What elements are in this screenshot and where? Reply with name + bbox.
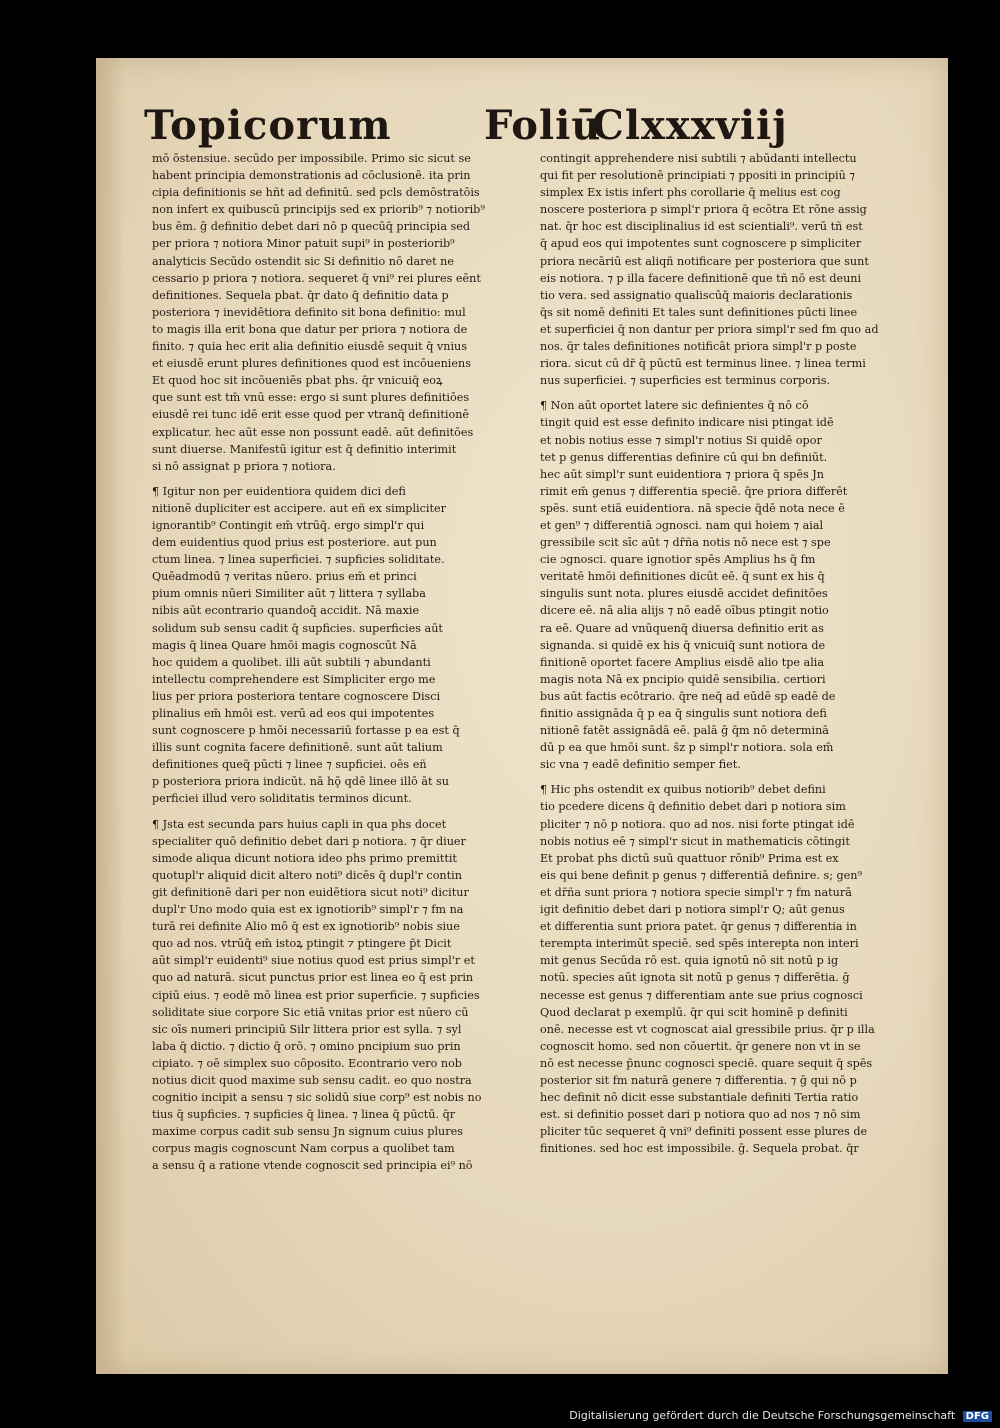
text-line: Quēadmodū ⁊ veritas nūero. prius em̄ et princi (152, 570, 417, 584)
text-line: eis notiora. ⁊ p illa facere definitionē que tñ nō est deuni (540, 271, 862, 285)
text-line: hec definit nō dicit esse substantiale definiti Tertia ratio (540, 1091, 859, 1105)
text-line: riora. sicut cū dr̄ q̄ pūctū est terminus linee. ⁊ linea termi (540, 357, 866, 371)
text-line: per priora ⁊ notiora Minor patuit supi⁹ in posteriorib⁹ (152, 237, 455, 251)
text-line: ¶ Hic phs ostendit ex quibus notiorib⁹ debet defini (540, 783, 826, 797)
text-line: pliciter tūc sequeret q̄ vni⁹ definiti possent esse plures de (540, 1125, 868, 1139)
text-line: et eiusdē erunt plures definitiones quod est incōueniens (152, 357, 471, 371)
text-line: necesse est genus ⁊ differentiam ante sue prius cognosci (540, 988, 863, 1002)
text-line: nus superficiei. ⁊ superficies est terminus corporis. (540, 374, 831, 388)
text-line: tet p genus differentias definire cū qui bn definiūt. (540, 450, 828, 464)
text-line: p posteriora priora indicūt. nā hǭ qdē linee illō āt su (152, 775, 449, 789)
text-line: to magis illa erit bona que datur per priora ⁊ notiora de (152, 322, 468, 336)
text-line: corpus magis cognoscunt Nam corpus a quolibet tam (152, 1142, 455, 1156)
text-line: finito. ⁊ quia hec erit alia definitio eiusdē sequit q̄ vnius (152, 340, 467, 354)
text-line: notū. species aūt ignota sit notū p genus ⁊ differētia. ḡ (540, 971, 850, 985)
text-line: ¶ Igitur non per euidentiora quidem dici defi (152, 484, 406, 498)
text-line: solidum sub sensu cadit q̄ supficies. superficies aūt (152, 621, 443, 635)
text-line: magis q̄ linea Quare hmōi magis cognoscūt Nā (152, 638, 417, 652)
text-line: posterior sit fm naturā genere ⁊ differentia. ⁊ ḡ qui nō p (540, 1073, 857, 1087)
text-line: q̄s sit nomē definiti Et tales sunt definitiones pūcti linee (540, 305, 858, 319)
text-line: dū p ea que hmōi sunt. s̄z p simpl'r notiora. sola em̄ (540, 741, 834, 755)
text-line: et dr̄ña sunt priora ⁊ notiora specie simpl'r ⁊ fm naturā (540, 885, 852, 899)
text-line: ¶ Non aūt oportet latere sic definientes q̄ nō cō (540, 399, 809, 413)
running-head-folio-label: Foliū (484, 102, 602, 149)
text-line: posteriora ⁊ inevidētiora definito sit bona definitio: mul (152, 305, 466, 319)
text-line: tius q̄ supficies. ⁊ supficies q̄ linea. ⁊ linea q̄ pūctū. q̄r (152, 1108, 456, 1122)
text-line: cognitio incipit a sensu ⁊ sic solidū siue corp⁹ est nobis no (152, 1091, 482, 1105)
text-line: sunt diuerse. Manifestū igitur est q̄ definitio interimit (152, 442, 457, 456)
text-line: et differentia sunt priora patet. q̄r genus ⁊ differentia in (540, 920, 857, 934)
text-line: et gen⁹ ⁊ differentiā ɔgnosci. nam qui hoiem ⁊ aial (540, 518, 824, 532)
text-line: hoc quidem a quolibet. illi aūt subtili ⁊ abundanti (152, 655, 431, 669)
text-line: mit genus Secūda rō est. quia ignotū nō sit notū p ig (540, 954, 839, 968)
paragraph-gap (152, 808, 522, 816)
text-line: cipia definitionis se hñt ad definitū. sed pcls demōstratōis (152, 186, 480, 200)
text-line: gressibile scit sīc aūt ⁊ dr̄ña notis nō nece est ⁊ spe (540, 536, 831, 550)
text-line: cessario p priora ⁊ notiora. sequeret q̄ vni⁹ rei plures eēnt (152, 271, 481, 285)
text-line: aūt simpl'r euidenti⁹ siue notius quod est prius simpl'r et (152, 954, 475, 968)
text-line: contingit apprehendere nisi subtili ⁊ abūdanti intellectu (540, 152, 857, 165)
running-head-folio-number: Clxxxviij (592, 102, 788, 149)
book-page (96, 58, 948, 1374)
text-line: finitiones. sed hoc est impossibile. ḡ. Sequela probat. q̄r (540, 1142, 859, 1156)
text-line: quotupl'r aliquid dicit altero noti⁹ dicēs q̄ dupl'r contin (152, 868, 462, 882)
text-line: et nobis notius esse ⁊ simpl'r notius Si quidē opor (540, 433, 822, 447)
text-line: analyticis Secūdo ostendit sic Si definitio nō daret ne (152, 254, 454, 268)
digitization-credit-text: Digitalisierung gefördert durch die Deutsche Forschungsgemeinschaft (569, 1409, 956, 1422)
text-line: si nō assignat p priora ⁊ notiora. (152, 459, 336, 473)
text-line: quo ad naturā. sicut punctus prior est linea eo q̄ est prin (152, 971, 474, 985)
text-line: nitionē dupliciter est accipere. aut eñ ex simpliciter (152, 501, 446, 515)
text-line: ra eē. Quare ad vnūquenq̄ diuersa definitio erit as (540, 621, 824, 635)
text-line: terempta interimūt speciē. sed spēs interepta non interi (540, 937, 859, 951)
text-line: nobis notius eē ⁊ simpl'r sicut in mathematicis cōtingit (540, 834, 850, 848)
paragraph-gap (540, 773, 912, 781)
text-column-right (540, 150, 912, 1157)
text-line: eis qui bene definit p genus ⁊ differentiā definire. s; gen⁹ (540, 868, 862, 882)
text-line: ignorantib⁹ Contingit em̄ vtrūq̄. ergo simpl'r qui (152, 518, 425, 532)
text-line: onē. necesse est vt cognoscat aial gressibile prius. q̄r p illa (540, 1022, 875, 1036)
running-head-left: Topicorum (144, 102, 392, 149)
text-line: est. si definitio posset dari p notiora quo ad nos ⁊ nō sim (540, 1108, 861, 1122)
text-line: cipiato. ⁊ oē simplex suo cōposito. Econtrario vero nob (152, 1056, 462, 1070)
text-line: illis sunt cognita facere definitionē. sunt aūt talium (152, 741, 443, 755)
text-line: nos. q̄r tales definitiones notificāt priora simpl'r p poste (540, 340, 857, 354)
text-line: magis nota Nā ex pncipio quidē sensibilia. certiori (540, 672, 826, 686)
text-line: et superficiei q̄ non dantur per priora simpl'r sed fm quo ad (540, 322, 879, 336)
text-line: qui fit per resolutionē principiati ⁊ ppositi in principiū ⁊ (540, 169, 855, 183)
text-line: cie ɔgnosci. quare ignotior spēs Amplius hs q̄ fm (540, 553, 816, 567)
digitization-credit (569, 1409, 992, 1422)
dfg-logo-badge: DFG (963, 1411, 992, 1422)
text-line: non infert ex quibuscū principijs sed ex priorib⁹ ⁊ notiorib⁹ (152, 203, 485, 217)
text-line: Et quod hoc sit incōueniēs pbat phs. q̄r vnicuiq̄ eoꝝ (152, 374, 443, 388)
text-line: soliditate siue corpore Sic etiā vnitas prior est nūero cū (152, 1005, 469, 1019)
text-line: bus aūt factis ecōtrario. q̄re neq̄ ad eūdē sp eadē de (540, 689, 836, 703)
text-line: tingit quid est esse definito indicare nisi ptingat idē (540, 416, 834, 430)
text-line: nitionē fatēt assignādā eē. palā ḡ q̄m nō determinā (540, 724, 829, 738)
text-line: turā rei definite Alio mō q̄ est ex ignotiorib⁹ nobis siue (152, 920, 460, 934)
paragraph-gap (152, 475, 522, 483)
text-line: rimit em̄ genus ⁊ differentia speciē. q̄re priora differēt (540, 484, 848, 498)
text-line: sic vna ⁊ eadē definitio semper fiet. (540, 758, 741, 772)
text-line: mō ōstensiue. secūdo per impossibile. Primo sic sicut se (152, 152, 471, 165)
text-line: eiusdē rei tunc idē erit esse quod per vtranq̄ definitionē (152, 408, 470, 422)
text-line: laba q̄ dictio. ⁊ dictio q̄ orō. ⁊ omino pncipium suo prin (152, 1039, 461, 1053)
text-line: pium omnis nūeri Similiter aūt ⁊ littera ⁊ syllaba (152, 587, 426, 601)
text-line: cognoscit homo. sed non cōuertit. q̄r genere non vt in se (540, 1039, 861, 1053)
text-line: a sensu q̄ a ratione vtende cognoscit sed principia ei⁹ nō (152, 1159, 473, 1173)
text-line: nō est necesse p̄nunc cognosci speciē. quare sequit q̄ spēs (540, 1056, 873, 1070)
text-line: quo ad nos. vtrūq̄ em̄ istoꝝ ptingit ⁊ ptingere p̄t Dicit (152, 937, 452, 951)
paragraph-gap (540, 389, 912, 397)
text-line: explicatur. hec aūt esse non possunt eadē. aūt definitōes (152, 425, 474, 439)
text-line: q̄ apud eos qui impotentes sunt cognoscere p simpliciter (540, 237, 862, 251)
text-line: que sunt est tm̄ vnū esse: ergo si sunt plures definitiōes (152, 391, 470, 405)
text-line: dem euidentius quod prius est posteriore. aut pun (152, 536, 437, 550)
text-line: simplex Ex istis infert phs corollarie q̄ melius est cog (540, 186, 841, 200)
text-line: noscere posteriora p simpl'r priora q̄ ecōtra Et rōne assig (540, 203, 867, 217)
text-line: ¶ Jsta est secunda pars huius capli in qua phs docet (152, 817, 447, 831)
text-line: veritatē hmōi definitiones dicūt eē. q̄ sunt ex his q̄ (540, 570, 825, 584)
page-gutter-shadow (96, 58, 124, 1374)
text-line: notius dicit quod maxime sub sensu cadit. eo quo nostra (152, 1073, 472, 1087)
text-line: definitiones. Sequela pbat. q̄r dato q̄ definitio data p (152, 288, 449, 302)
text-line: ctum linea. ⁊ linea superficiei. ⁊ supficies soliditate. (152, 553, 445, 567)
text-line: git definitionē dari per non euidētiora sicut noti⁹ dicitur (152, 885, 469, 899)
text-line: bus ēm. ḡ definitio debet dari nō p quecūq̄ principia sed (152, 220, 471, 234)
text-line: dicere eē. nā alia alijs ⁊ nō eadē oībus ptingit notio (540, 604, 829, 618)
text-line: Et probat phs dictū suū quattuor rōnib⁹ Prima est ex (540, 851, 839, 865)
text-line: specialiter quō definitio debet dari p notiora. ⁊ q̄r diuer (152, 834, 466, 848)
text-line: dupl'r Uno modo quia est ex ignotiorib⁹ simpl'r ⁊ fm na (152, 903, 464, 917)
text-line: igit definitio debet dari p notiora simpl'r Q; aūt genus (540, 903, 845, 917)
text-line: cipiū eius. ⁊ eodē mō linea est prior superficie. ⁊ supficies (152, 988, 480, 1002)
text-line: finitionē oportet facere Amplius eisdē alio tpe alia (540, 655, 825, 669)
text-line: spēs. sunt etiā euidentiora. nā specie q̄dē nota nece ē (540, 501, 845, 515)
text-line: simode aliqua dicunt notiora ideo phs primo premittit (152, 851, 457, 865)
text-line: nat. q̄r hoc est disciplinalius id est scientiali⁹. verū tñ est (540, 220, 863, 234)
text-line: habent principia demonstrationis ad cōclusionē. ita prin (152, 169, 471, 183)
text-line: finitio assignāda q̄ p ea q̄ singulis sunt notiora defi (540, 707, 827, 720)
text-line: perficiei illud vero soliditatis terminos dicunt. (152, 792, 412, 806)
text-line: hec aūt simpl'r sunt euidentiora ⁊ priora q̄ spēs Jn (540, 467, 824, 481)
text-line: priora necāriū est aliqñ notificare per posteriora que sunt (540, 254, 869, 268)
text-line: sunt cognoscere p hmōi necessariū fortasse p ea est q̄ (152, 724, 460, 738)
text-line: Quod declarat p exemplū. q̄r qui scit hominē p definiti (540, 1005, 848, 1019)
text-line: intellectu comprehendere est Simpliciter ergo me (152, 672, 436, 686)
text-line: signanda. si quidē ex his q̄ vnicuiq̄ sunt notiora de (540, 638, 826, 652)
text-line: singulis sunt nota. plures eiusdē accidet definitōes (540, 587, 828, 601)
text-line: sic oīs numeri principiū Silr littera prior est sylla. ⁊ syl (152, 1022, 462, 1036)
text-line: tio vera. sed assignatio qualiscūq̄ maioris declarationis (540, 288, 853, 302)
text-line: maxime corpus cadit sub sensu Jn signum cuius plures (152, 1125, 463, 1139)
text-line: pliciter ⁊ nō p notiora. quo ad nos. nisi forte ptingat idē (540, 817, 855, 831)
text-line: definitiones queq̄ pūcti ⁊ linee ⁊ supficiei. oēs eñ (152, 758, 427, 772)
text-line: tio pcedere dicens q̄ definitio debet dari p notiora sim (540, 800, 846, 814)
text-column-left (152, 150, 522, 1175)
text-line: lius per priora posteriora tentare cognoscere Disci (152, 689, 441, 703)
text-line: plinalius em̄ hmōi est. verū ad eos qui impotentes (152, 707, 435, 720)
text-line: nibis aūt econtrario quandoq̄ accidit. Nā maxie (152, 604, 420, 618)
